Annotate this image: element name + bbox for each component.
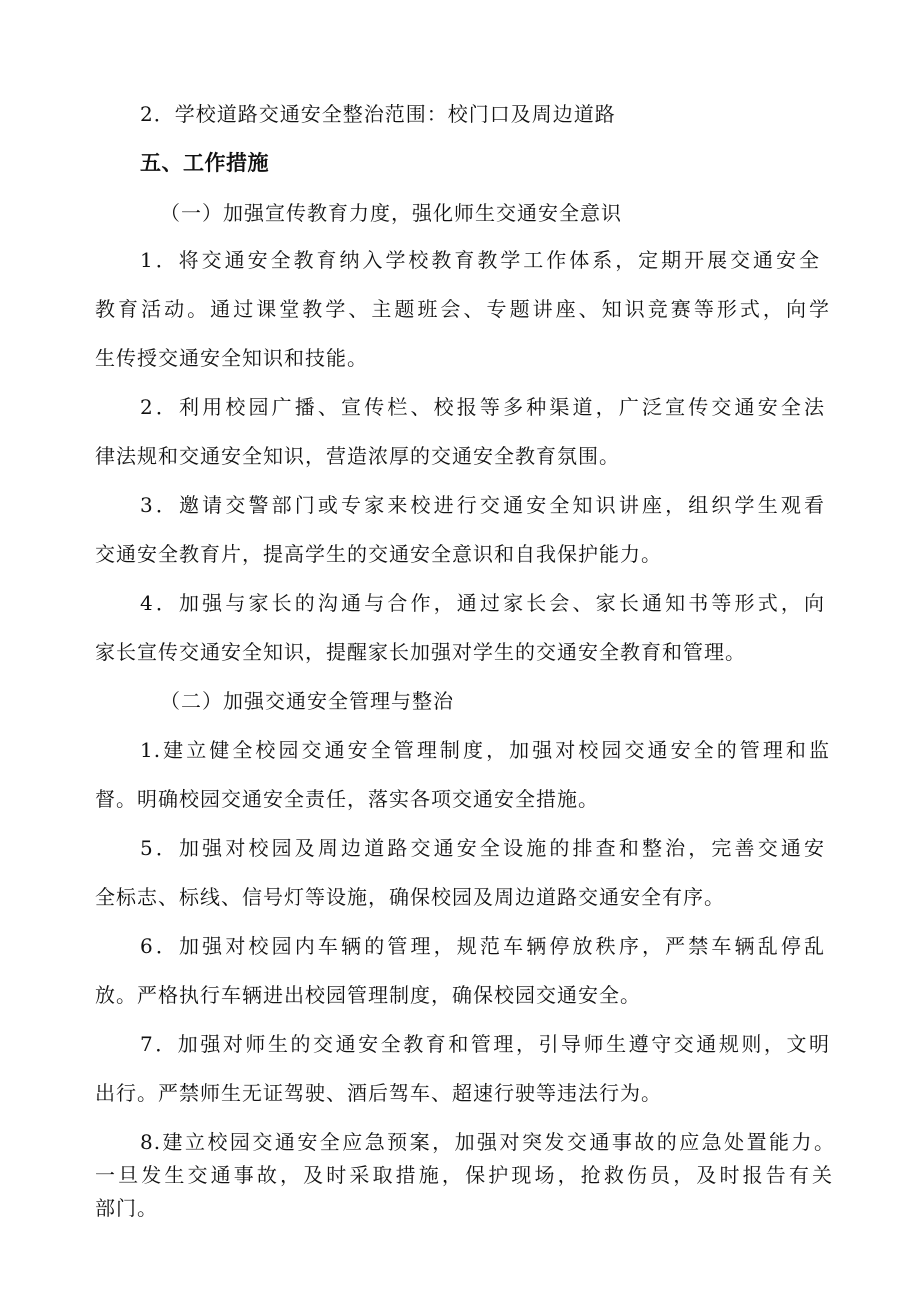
paragraph-6-line-2: 全标志、标线、信号灯等设施，确保校园及周边道路交通安全有序。 [95,885,725,909]
scope-item-2: 2．学校道路交通安全整治范围：校门口及周边道路 [140,102,616,126]
paragraph-3-line-2: 交通安全教育片，提高学生的交通安全意识和自我保护能力。 [95,542,662,566]
paragraph-9-line-1: 8.建立校园交通安全应急预案，加强对突发交通事故的应急处置能力。 [140,1130,835,1154]
subheading-publicity: （一）加强宣传教育力度，强化师生交通安全意识 [160,201,622,225]
paragraph-3-line-1: 3．邀请交警部门或专家来校进行交通安全知识讲座，组织学生观看 [140,493,825,517]
paragraph-5-line-2: 督。明确校园交通安全责任，落实各项交通安全措施。 [95,787,599,811]
paragraph-9-line-2: 一旦发生交通事故，及时采取措施，保护现场，抢救伤员，及时报告有关 [95,1163,833,1187]
paragraph-1-line-1: 1．将交通安全教育纳入学校教育教学工作体系，定期开展交通安全 [140,248,820,272]
paragraph-6-line-1: 5．加强对校园及周边道路交通安全设施的排查和整治，完善交通安 [140,836,825,860]
section-heading: 五、工作措施 [140,151,269,175]
paragraph-2-line-2: 律法规和交通安全知识，营造浓厚的交通安全教育氛围。 [95,444,620,468]
subheading-management: （二）加强交通安全管理与整治 [160,689,454,713]
paragraph-4-line-1: 4．加强与家长的沟通与合作，通过家长会、家长通知书等形式，向 [140,591,825,615]
paragraph-5-line-1: 1.建立健全校园交通安全管理制度，加强对校园交通安全的管理和监 [140,738,830,762]
paragraph-1-line-3: 生传授交通安全知识和技能。 [95,346,368,370]
paragraph-9-line-3: 部门。 [95,1196,158,1220]
paragraph-7-line-1: 6．加强对校园内车辆的管理，规范车辆停放秩序，严禁车辆乱停乱 [140,934,825,958]
paragraph-4-line-2: 家长宣传交通安全知识，提醒家长加强对学生的交通安全教育和管理。 [95,640,746,664]
paragraph-1-line-2: 教育活动。通过课堂教学、主题班会、专题讲座、知识竞赛等形式，向学 [95,297,830,321]
paragraph-2-line-1: 2．利用校园广播、宣传栏、校报等多种渠道，广泛宣传交通安全法 [140,395,825,419]
paragraph-7-line-2: 放。严格执行车辆进出校园管理制度，确保校园交通安全。 [95,983,641,1007]
paragraph-8-line-2: 出行。严禁师生无证驾驶、酒后驾车、超速行驶等违法行为。 [95,1081,662,1105]
paragraph-8-line-1: 7．加强对师生的交通安全教育和管理，引导师生遵守交通规则，文明 [140,1032,830,1056]
